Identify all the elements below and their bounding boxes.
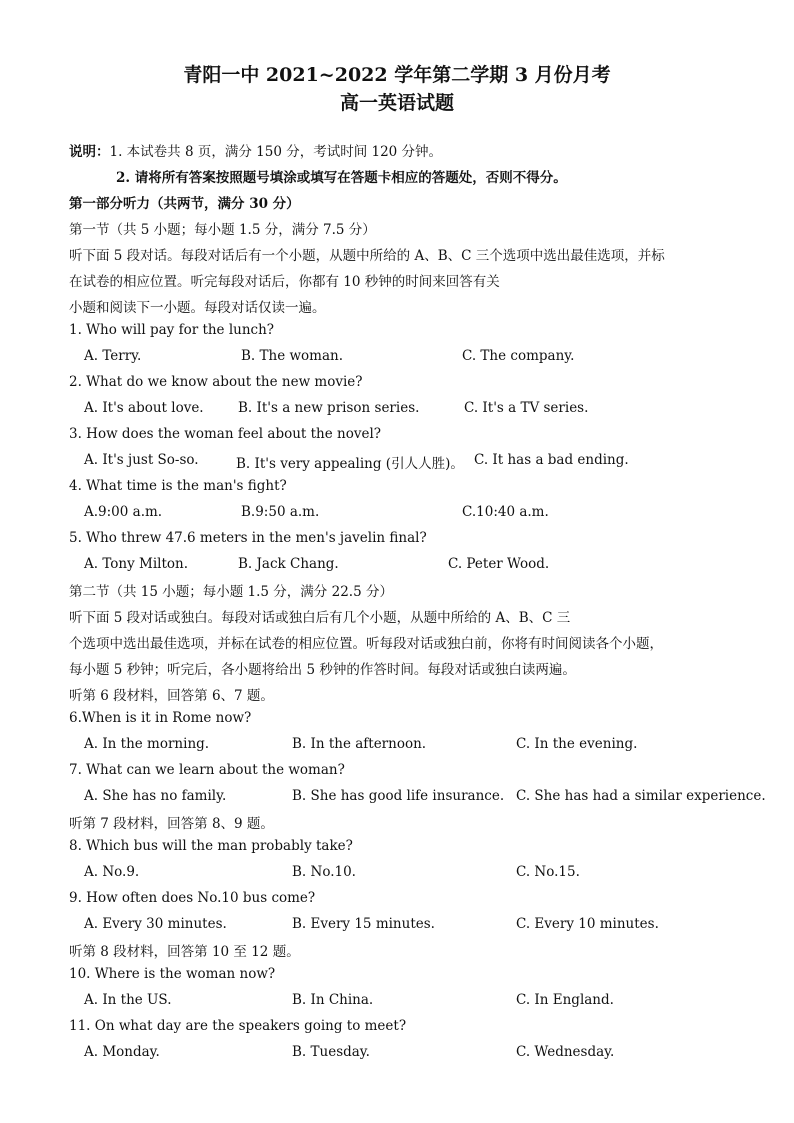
section1-heading: 第一节（共 5 小题；每小题 1.5 分，满分 7.5 分） — [69, 222, 376, 238]
q6-option-c: C. In the evening. — [516, 736, 638, 752]
q9-option-b: B. Every 15 minutes. — [292, 916, 435, 932]
q8-option-c: C. No.15. — [516, 864, 580, 880]
question-7: 7. What can we learn about the woman? — [69, 762, 345, 778]
material-8-instruction: 听第 8 段材料，回答第 10 至 12 题。 — [69, 944, 300, 960]
q11-option-b: B. Tuesday. — [292, 1044, 370, 1060]
q7-option-b: B. She has good life insurance. — [292, 788, 505, 804]
q5-option-a: A. Tony Milton. — [84, 556, 189, 572]
q5-option-b: B. Jack Chang. — [238, 556, 339, 572]
q4-option-c: C.10:40 a.m. — [462, 504, 549, 520]
section1-instruction-3: 小题和阅读下一小题。每段对话仅读一遍。 — [69, 300, 326, 316]
notes-line-2: 2. 请将所有答案按照题号填涂或填写在答题卡相应的答题处，否则不得分。 — [116, 170, 567, 186]
q1-option-b: B. The woman. — [241, 348, 344, 364]
q6-option-a: A. In the morning. — [84, 736, 210, 752]
question-9: 9. How often does No.10 bus come? — [69, 890, 316, 906]
exam-subtitle: 高一英语试题 — [339, 92, 454, 114]
q1-option-c: C. The company. — [462, 348, 575, 364]
q10-option-a: A. In the US. — [84, 992, 172, 1008]
q10-option-b: B. In China. — [292, 992, 374, 1008]
q6-option-b: B. In the afternoon. — [292, 736, 427, 752]
question-5: 5. Who threw 47.6 meters in the men's javelin final? — [69, 530, 427, 546]
q1-option-a: A. Terry. — [84, 348, 142, 364]
notes-text-1: 1. 本试卷共 8 页，满分 150 分，考试时间 120 分钟。 — [109, 144, 443, 160]
question-1: 1. Who will pay for the lunch? — [69, 322, 275, 338]
q11-option-a: A. Monday. — [84, 1044, 160, 1060]
section2-instruction-3: 每小题 5 秒钟；听完后，各小题将给出 5 秒钟的作答时间。每段对话或独白读两遍。 — [69, 662, 576, 678]
part1-heading: 第一部分听力（共两节，满分 30 分） — [69, 196, 300, 212]
q8-option-a: A. No.9. — [84, 864, 140, 880]
question-8: 8. Which bus will the man probably take? — [69, 838, 353, 854]
question-2: 2. What do we know about the new movie? — [69, 374, 363, 390]
question-6: 6.When is it in Rome now? — [69, 710, 252, 726]
q9-option-c: C. Every 10 minutes. — [516, 916, 659, 932]
q2-option-c: C. It's a TV series. — [464, 400, 589, 416]
q4-option-b: B.9:50 a.m. — [241, 504, 320, 520]
section1-instruction-1: 听下面 5 段对话。每段对话后有一个小题，从题中所给的 A、B、C 三个选项中选出最佳选项，并标 — [69, 248, 665, 264]
q2-option-a: A. It's about love. — [84, 400, 204, 416]
q10-option-c: C. In England. — [516, 992, 614, 1008]
q2-option-b: B. It's a new prison series. — [238, 400, 420, 416]
exam-title: 青阳一中 2021~2022 学年第二学期 3 月份月考 — [183, 64, 611, 86]
q3-option-b: B. It's very appealing (引人人胜)。 — [236, 456, 464, 472]
q4-option-a: A.9:00 a.m. — [84, 504, 163, 520]
q3-option-a: A. It's just So-so. — [84, 452, 199, 468]
question-4: 4. What time is the man's fight? — [69, 478, 287, 494]
q7-option-c: C. She has had a similar experience. — [516, 788, 766, 804]
material-6-instruction: 听第 6 段材料，回答第 6、7 题。 — [69, 688, 274, 704]
material-7-instruction: 听第 7 段材料，回答第 8、9 题。 — [69, 816, 274, 832]
q8-option-b: B. No.10. — [292, 864, 356, 880]
question-10: 10. Where is the woman now? — [69, 966, 276, 982]
notes-line-1 — [69, 140, 442, 160]
notes-label: 说明： — [69, 144, 110, 160]
section2-heading: 第二节（共 15 小题；每小题 1.5 分，满分 22.5 分） — [69, 584, 393, 600]
section2-instruction-2: 个选项中选出最佳选项，并标在试卷的相应位置。听每段对话或独白前，你将有时间阅读各个小题， — [69, 636, 663, 652]
q9-option-a: A. Every 30 minutes. — [84, 916, 227, 932]
section2-instruction-1: 听下面 5 段对话或独白。每段对话或独白后有几个小题，从题中所给的 A、B、C 三 — [69, 610, 571, 626]
q5-option-c: C. Peter Wood. — [448, 556, 550, 572]
q11-option-c: C. Wednesday. — [516, 1044, 615, 1060]
question-3: 3. How does the woman feel about the novel? — [69, 426, 382, 442]
q3-option-c: C. It has a bad ending. — [474, 452, 629, 468]
q7-option-a: A. She has no family. — [84, 788, 227, 804]
section1-instruction-2: 在试卷的相应位置。听完每段对话后，你都有 10 秒钟的时间来回答有关 — [69, 274, 500, 290]
question-11: 11. On what day are the speakers going to meet? — [69, 1018, 407, 1034]
